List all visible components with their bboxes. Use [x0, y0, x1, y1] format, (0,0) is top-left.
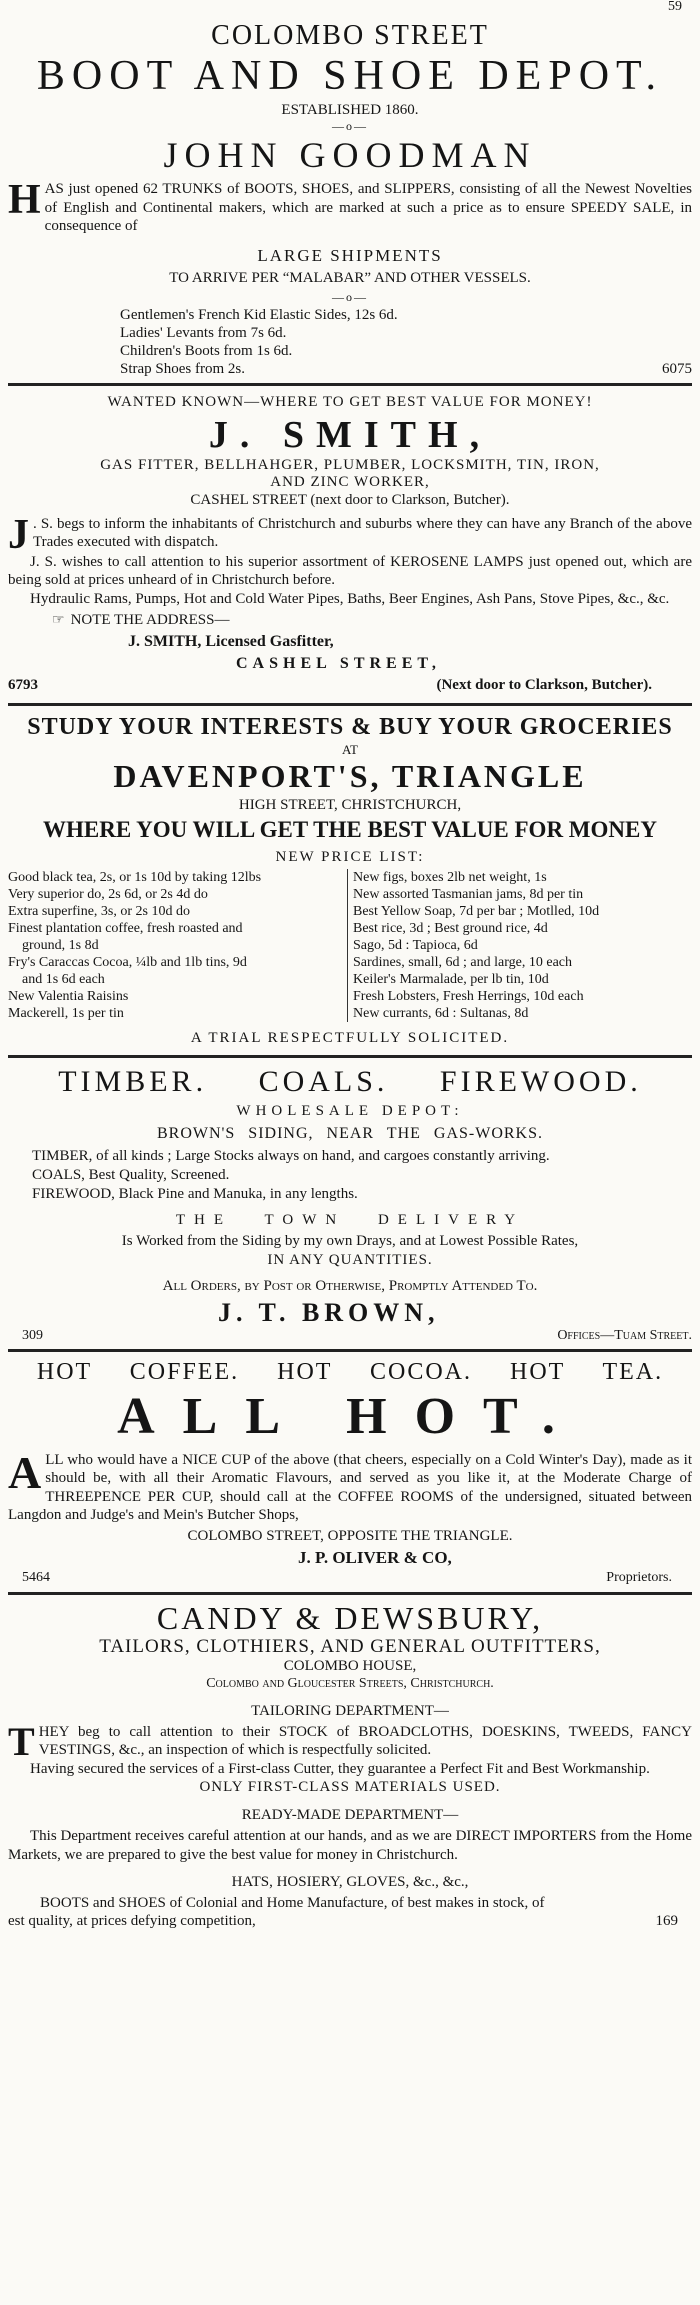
price-item: Mackerell, 1s per tin	[8, 1006, 124, 1021]
price-item: Best Yellow Soap, 7d per bar ; Motlled, 10d	[353, 904, 600, 919]
price-list	[8, 869, 692, 1022]
address-line: (Next door to Clarkson, Butcher).	[436, 677, 652, 693]
price-list-right	[347, 869, 692, 1022]
offices-row	[8, 1328, 692, 1344]
siding-line: BROWN'S SIDING, NEAR THE GAS-WORKS.	[156, 1125, 544, 1142]
price-item: New Valentia Raisins	[8, 989, 129, 1004]
price-item: Good black tea, 2s, or 1s 10d by taking 12lbs	[8, 870, 262, 885]
location: CASHEL STREET (next door to Clarkson, Butcher).	[190, 491, 510, 508]
davenport-grocery-ad	[8, 711, 692, 1050]
ad-ref-number: 5464	[22, 1569, 50, 1585]
oliver-coffee-ad	[8, 1357, 692, 1587]
separator: —o—	[332, 289, 368, 304]
tagline: WHERE YOU WILL GET THE BEST VALUE FOR MONEY	[43, 817, 657, 842]
trades-line: TAILORS, CLOTHIERS, AND GENERAL OUTFITTERS,	[99, 1635, 601, 1657]
ad-headline: TIMBER. COALS. FIREWOOD.	[58, 1065, 642, 1098]
ad-title: ALL HOT.	[117, 1387, 583, 1445]
ad-body	[8, 177, 692, 236]
boots-line: BOOTS and SHOES of Colonial and Home Manufacture, of best makes in stock, of	[40, 1895, 545, 1911]
proprietors-line: Proprietors.	[606, 1569, 672, 1585]
ad-headline: STUDY YOUR INTERESTS & BUY YOUR GROCERIES	[27, 714, 673, 740]
divider	[8, 703, 692, 706]
separator: —o—	[332, 119, 368, 133]
materials-line: ONLY FIRST-CLASS MATERIALS USED.	[199, 1779, 501, 1795]
ad-name: J. P. OLIVER & CO,	[298, 1547, 452, 1567]
price-items	[8, 306, 692, 378]
ad-name: DAVENPORT'S, TRIANGLE	[113, 758, 587, 794]
location: COLOMBO STREET, OPPOSITE THE TRIANGLE.	[187, 1527, 513, 1544]
price-item: and 1s 6d each	[22, 972, 105, 987]
boots-line: est quality, at prices defying competition,	[8, 1913, 256, 1929]
brown-timber-ad	[8, 1063, 692, 1344]
pointing-hand-icon: ☞	[52, 613, 65, 628]
trades-line: AND ZINC WORKER,	[270, 473, 430, 490]
at-word: AT	[342, 742, 358, 757]
body-text: This Department receives careful attention at our hands, and as we are DIRECT IMPORTERS from the Home Markets, we are prepared to give the best value for money in Christchurch.	[8, 1828, 692, 1863]
divider	[8, 1349, 692, 1352]
orders-line: All Orders, by Post or Otherwise, Promptly Attended To.	[162, 1277, 538, 1294]
ad-name: J. SMITH,	[208, 413, 492, 456]
worked-line: Is Worked from the Siding by my own Drays, and at Lowest Possible Rates,	[121, 1232, 579, 1249]
established: ESTABLISHED 1860.	[281, 102, 419, 118]
ad-ref-number: 6793	[8, 677, 38, 693]
ad-name: J. T. BROWN,	[218, 1297, 440, 1327]
price-item: Keiler's Marmalade, per lb tin, 10d	[353, 972, 549, 987]
body-text: HEY beg to call attention to their STOCK of BROADCLOTHS, DOESKINS, TWEEDS, FANCY VESTINGS, &c., an inspection of which is respectfully solicited.	[38, 1723, 692, 1758]
ad-body	[8, 511, 692, 558]
ad-ref-number: 169	[655, 1913, 678, 1929]
large-shipments: LARGE SHIPMENTS	[257, 245, 443, 265]
drop-cap: T	[8, 1718, 35, 1764]
ad-body	[8, 1446, 692, 1525]
ad-title: CANDY & DEWSBURY,	[156, 1599, 544, 1636]
price-item: Fry's Caraccas Cocoa, ¼lb and 1lb tins, 9d	[8, 955, 247, 970]
price-item: Very superior do, 2s 6d, or 2s 4d do	[8, 887, 208, 902]
location: HIGH STREET, CHRISTCHURCH,	[238, 797, 462, 813]
coals-line: COALS, Best Quality, Screened.	[32, 1166, 230, 1183]
page-number: 59	[668, 0, 682, 14]
price-item: Sago, 5d : Tapioca, 6d	[353, 938, 478, 953]
timber-line: TIMBER, of all kinds ; Large Stocks always on hand, and cargoes constantly arriving.	[32, 1148, 550, 1164]
address-line: J. SMITH, Licensed Gasfitter,	[128, 633, 334, 650]
divider	[8, 1592, 692, 1595]
price-item: Sardines, small, 6d ; and large, 10 each	[353, 955, 573, 970]
price-item: Ladies' Levants from 7s 6d.	[120, 324, 287, 341]
body-text: Having secured the services of a First-class Cutter, they guarantee a Perfect Fit and Best Workmanship.	[30, 1760, 650, 1777]
proprietor-name: JOHN GOODMAN	[163, 135, 537, 175]
trades-line: GAS FITTER, BELLHAHGER, PLUMBER, LOCKSMITH, TIN, IRON,	[100, 456, 600, 473]
department-heading: READY-MADE DEPARTMENT—	[241, 1807, 459, 1823]
delivery-line: THE TOWN DELIVERY	[175, 1211, 525, 1228]
boots-row	[8, 1912, 692, 1930]
price-item: Gentlemen's French Kid Elastic Sides, 12s 6d.	[120, 306, 398, 323]
firewood-line: FIREWOOD, Black Pine and Manuka, in any lengths.	[32, 1185, 358, 1202]
price-item: New currants, 6d : Sultanas, 8d	[353, 1006, 529, 1021]
divider	[8, 383, 692, 386]
offices-line: Offices—Tuam Street.	[557, 1327, 692, 1343]
solicited-line: A TRIAL RESPECTFULLY SOLICITED.	[190, 1030, 510, 1046]
price-item: Children's Boots from 1s 6d.	[120, 342, 293, 359]
price-item: Finest plantation coffee, fresh roasted and	[8, 921, 243, 936]
price-item: Best rice, 3d ; Best ground rice, 4d	[353, 921, 548, 936]
house-line: COLOMBO HOUSE,	[283, 1657, 417, 1674]
body-text: . S. begs to inform the inhabitants of Christchurch and suburbs where they can have any Branch of the above Trades executed with dispatch.	[33, 515, 692, 550]
ad-title: BOOT AND SHOE DEPOT.	[36, 53, 664, 99]
price-item: New assorted Tasmanian jams, 8d per tin	[353, 887, 584, 902]
ad-headline: HOT COFFEE. HOT COCOA. HOT TEA.	[36, 1358, 664, 1385]
ad-street: COLOMBO STREET	[211, 20, 489, 51]
ad-ref-number: 309	[22, 1327, 43, 1343]
price-item: New figs, boxes 2lb net weight, 1s	[353, 870, 547, 885]
price-list-heading: NEW PRICE LIST:	[275, 849, 425, 865]
depot-line: WHOLESALE DEPOT:	[236, 1103, 464, 1119]
ad-ref-number: 6075	[662, 360, 692, 377]
body-text: Hydraulic Rams, Pumps, Hot and Cold Water Pipes, Baths, Beer Engines, Ash Pans, Stove Pipes, &c., &c.	[30, 590, 670, 607]
arrive-line: TO ARRIVE PER “MALABAR” AND OTHER VESSELS.	[169, 269, 531, 286]
drop-cap: H	[8, 177, 41, 223]
proprietors-row	[8, 1569, 692, 1587]
body-text: LL who would have a NICE CUP of the above (that cheers, especially on a Cold Winter's Day), made as it should be, with all their Aromatic Flavours, and served as you like it, at the Moderate Charge of THREEPENCE PER CUP, should call at the COFFEE ROOMS of the undersigned, situated between Langdon and Judge's and Mein's Butcher Shops,	[8, 1451, 692, 1523]
smith-gasfitter-ad	[8, 391, 692, 696]
ad-body	[8, 1718, 692, 1764]
note-text: NOTE THE ADDRESS—	[70, 612, 230, 628]
boot-shoe-depot-ad	[8, 20, 692, 378]
ad-headline: WANTED KNOWN—WHERE TO GET BEST VALUE FOR MONEY!	[107, 393, 593, 410]
address-line: CASHEL STREET,	[236, 655, 441, 672]
signature-row	[8, 1298, 692, 1328]
price-item: ground, 1s 8d	[22, 938, 99, 953]
price-item: Strap Shoes from 2s.	[120, 360, 245, 377]
hats-line: HATS, HOSIERY, GLOVES, &c., &c.,	[231, 1874, 469, 1890]
price-item: Fresh Lobsters, Fresh Herrings, 10d each	[353, 989, 584, 1004]
price-item: Extra superfine, 3s, or 2s 10d do	[8, 904, 190, 919]
body-text: J. S. wishes to call attention to his superior assortment of KEROSENE LAMPS just opened out, which are being sold at prices unheard of in Christchurch before.	[8, 553, 692, 588]
note-line	[8, 610, 692, 631]
streets-line: Colombo and Gloucester Streets, Christchurch.	[206, 1675, 494, 1691]
candy-dewsbury-ad	[8, 1600, 692, 1931]
drop-cap: J	[8, 511, 29, 558]
price-list-left	[8, 869, 347, 1022]
body-text: AS just opened 62 TRUNKS of BOOTS, SHOES, and SLIPPERS, consisting of all the Newest Novelties of English and Continental makers, which are marked at such a price as to ensure SPEEDY SALE, in consequence of	[44, 181, 692, 234]
department-heading: TAILORING DEPARTMENT—	[251, 1702, 449, 1719]
drop-cap: A	[8, 1446, 42, 1498]
address-row	[8, 675, 692, 695]
divider	[8, 1055, 692, 1058]
quantities-line: IN ANY QUANTITIES.	[267, 1251, 433, 1268]
